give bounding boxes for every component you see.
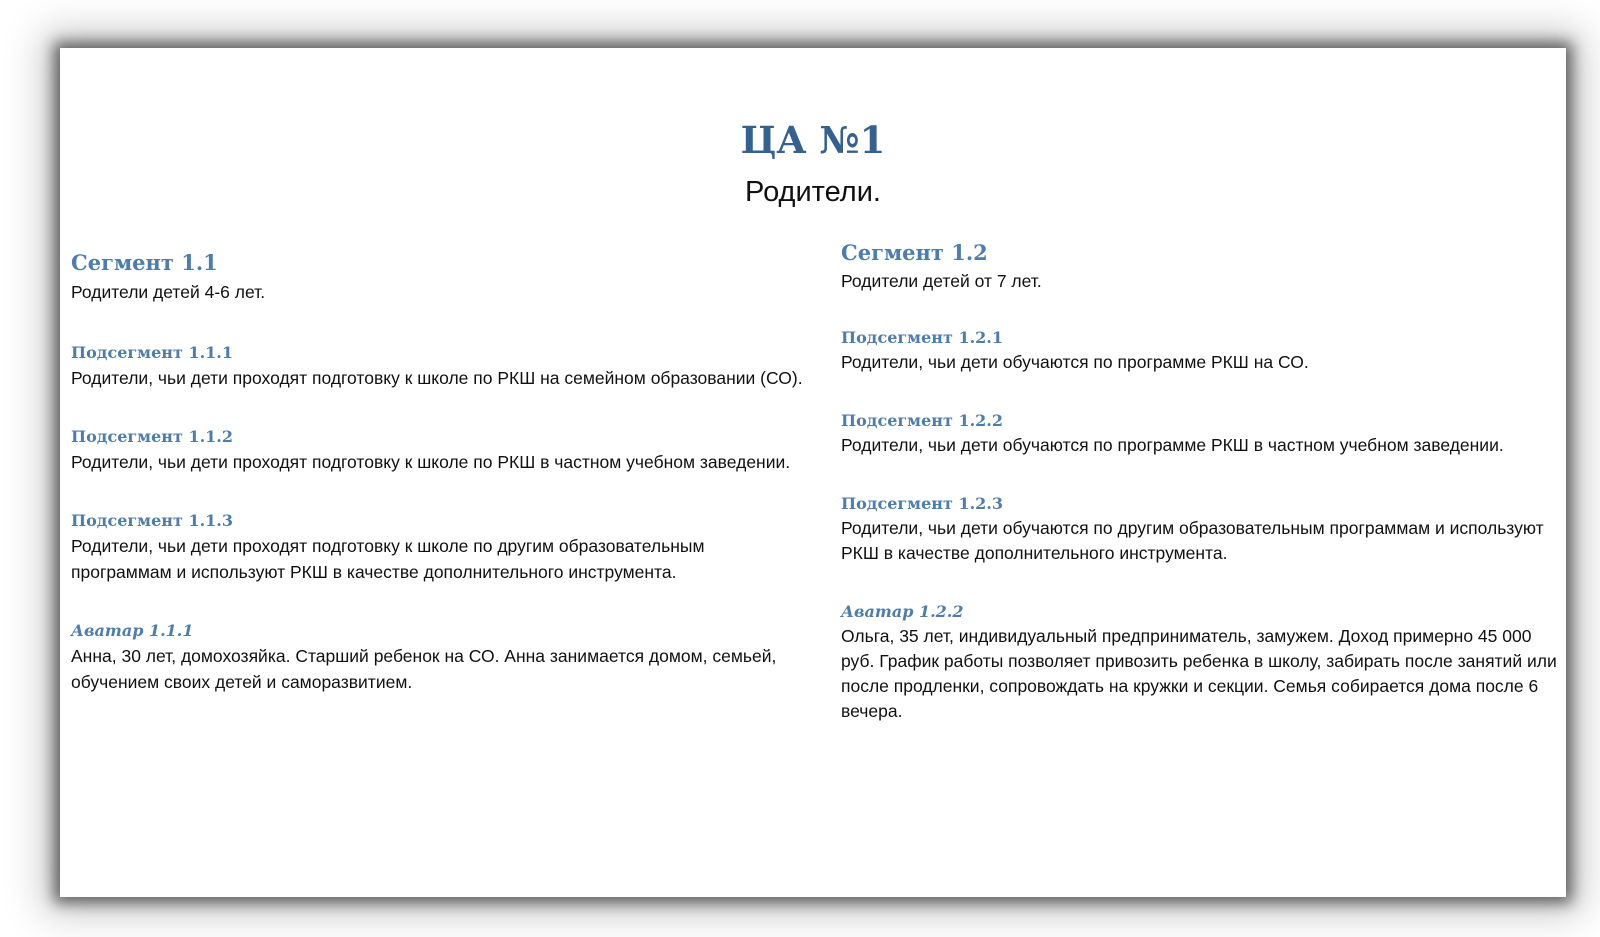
subsegment-text: Родители, чьи дети проходят подготовку к школе по РКШ в частном учебном заведении. (71, 452, 791, 472)
segment-heading: Сегмент 1.1 (71, 250, 218, 275)
avatar-1-1-1 (71, 621, 806, 695)
subsegment-1-2-1 (841, 328, 1563, 375)
avatar-text: Анна, 30 лет, домохозяйка. Старший ребенок на СО. Анна занимается домом, семьей, обучением своих детей и саморазвитием. (71, 646, 777, 692)
subsegment-heading: Подсегмент 1.2.1 (841, 328, 1003, 347)
avatar-text: Ольга, 35 лет, индивидуальный предприниматель, замужем. Доход примерно 45 000 руб. График работы позволяет привозить ребенка в школу, забирать после занятий или после продленки, сопровождать на кружки и секции. Семья собирается дома после 6 вечера. (841, 626, 1557, 721)
subsegment-text: Родители, чьи дети обучаются по программе РКШ в частном учебном заведении. (841, 435, 1504, 455)
left-column (71, 250, 806, 695)
subsegment-1-1-2 (71, 427, 806, 475)
avatar-heading: Аватар 1.1.1 (71, 621, 194, 640)
avatar-heading: Аватар 1.2.2 (841, 602, 964, 621)
subsegment-text: Родители, чьи дети проходят подготовку к школе по другим образовательным программам и используют РКШ в качестве дополнительного инструмента. (71, 536, 705, 582)
segment-text: Родители детей от 7 лет. (841, 271, 1042, 291)
subsegment-1-1-1 (71, 343, 806, 391)
subsegment-1-2-2 (841, 411, 1563, 458)
subsegment-text: Родители, чьи дети проходят подготовку к школе по РКШ на семейном образовании (СО). (71, 368, 803, 388)
subsegment-1-2-3 (841, 494, 1563, 566)
subsegment-text: Родители, чьи дети обучаются по другим образовательным программам и используют РКШ в качестве дополнительного инструмента. (841, 518, 1544, 563)
subsegment-heading: Подсегмент 1.1.3 (71, 511, 233, 530)
segment-text: Родители детей 4-6 лет. (71, 282, 266, 302)
page-subtitle: Родители. (745, 176, 881, 208)
subsegment-text: Родители, чьи дети обучаются по программе РКШ на СО. (841, 352, 1309, 372)
segment-1-2 (841, 240, 1563, 294)
right-column (841, 240, 1563, 724)
subsegment-1-1-3 (71, 511, 806, 585)
subsegment-heading: Подсегмент 1.1.2 (71, 427, 233, 446)
segment-1-1 (71, 250, 806, 305)
subsegment-heading: Подсегмент 1.2.2 (841, 411, 1003, 430)
page-title: ЦА №1 (740, 118, 886, 162)
segment-heading: Сегмент 1.2 (841, 240, 988, 265)
avatar-1-2-2 (841, 602, 1563, 724)
subsegment-heading: Подсегмент 1.1.1 (71, 343, 233, 362)
document-page (60, 48, 1566, 897)
subsegment-heading: Подсегмент 1.2.3 (841, 494, 1003, 513)
